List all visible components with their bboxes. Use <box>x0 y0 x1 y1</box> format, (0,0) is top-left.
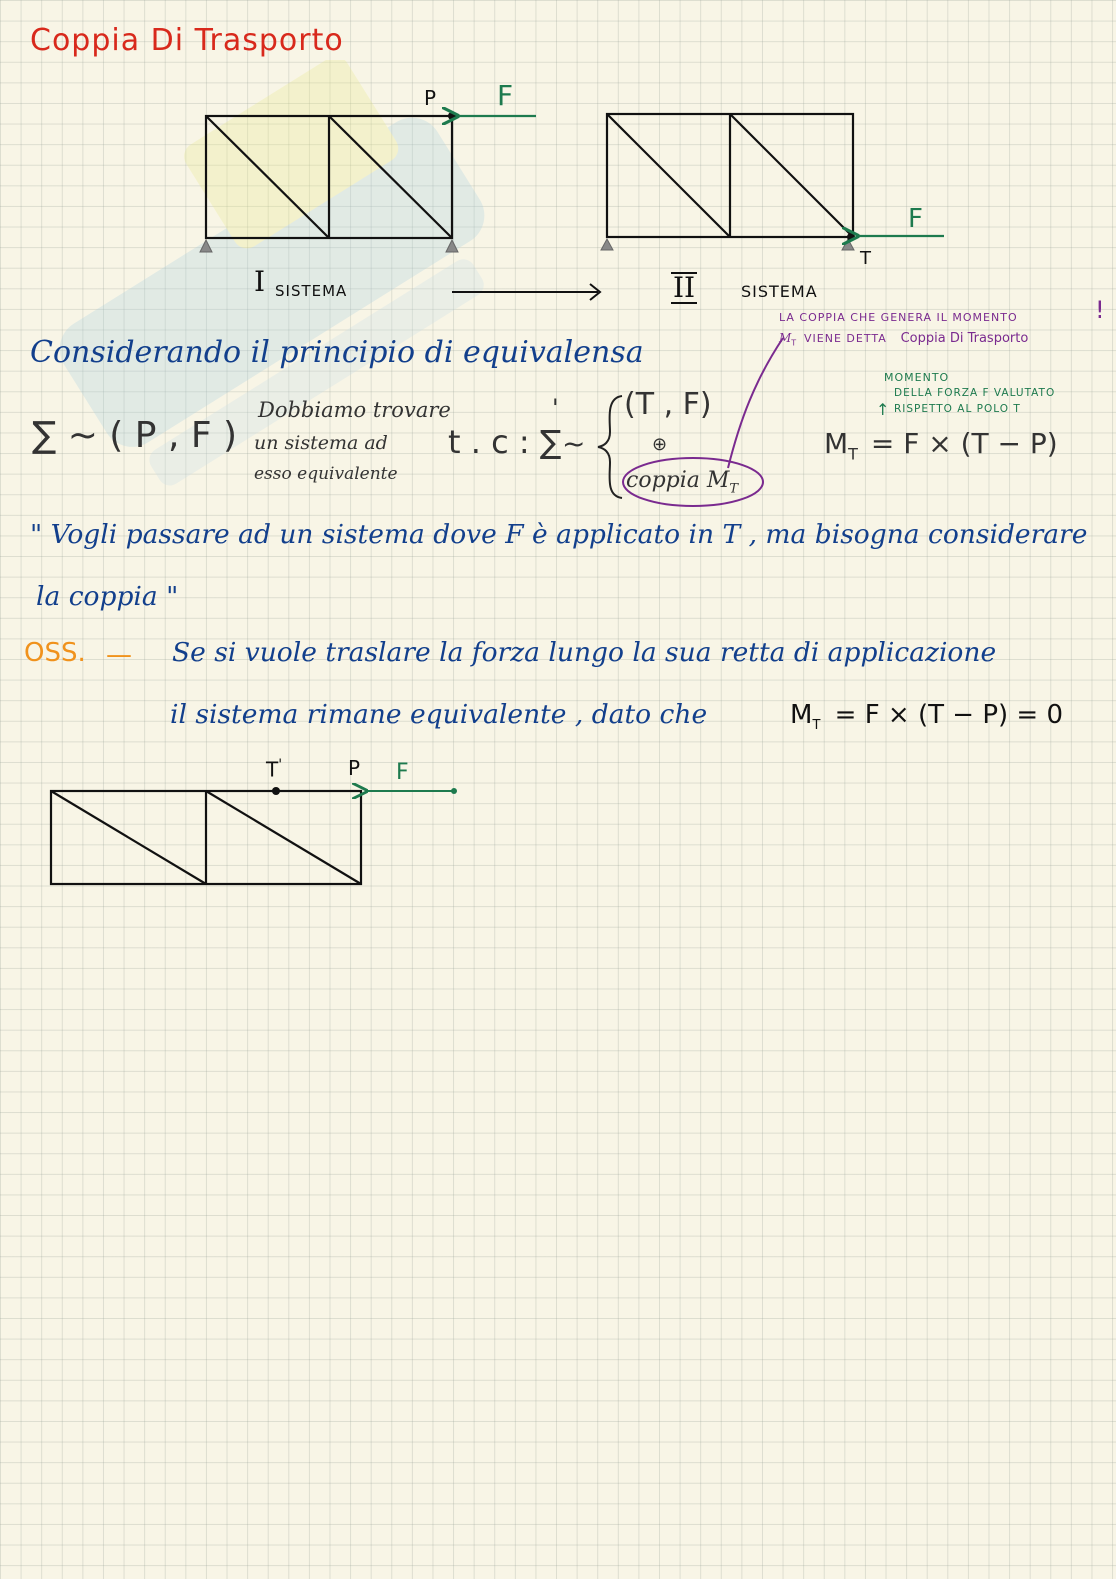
point-t-dot <box>847 233 855 241</box>
label-t-prime: T' <box>266 757 283 782</box>
label-p-3: P <box>348 756 361 780</box>
oss-formula: $M_T = F \times (T - P) = 0$ <box>790 700 1063 734</box>
equation-prime: ' <box>552 394 559 422</box>
label-force: F <box>497 79 514 112</box>
considerando-text: Considerando il principio di equivalensa <box>30 335 644 370</box>
transition-arrow <box>452 284 600 300</box>
oss-text-1: Se si vuole traslare la forza lungo la sua retta di applicazione <box>172 637 997 668</box>
moment-note-3: RISPETTO AL POLO T <box>894 403 1021 415</box>
quote-line-1: " Vogli passare ad un sistema dove F è applicato in T , ma bisogna considerare <box>30 519 1088 550</box>
support-icon <box>200 240 458 252</box>
moment-note-2: DELLA FORZA F VALUTATO <box>894 387 1056 399</box>
equation-note-3: esso equivalente <box>254 464 398 484</box>
point-p-dot <box>448 112 456 120</box>
label-t: T <box>860 248 871 269</box>
moment-note-arrow: ↑ <box>876 400 890 419</box>
label-p: P <box>424 86 437 110</box>
support-icon <box>601 239 854 250</box>
point-t-prime-dot <box>272 787 280 795</box>
annotation-line-1: LA COPPIA CHE GENERA IL MOMENTO <box>779 311 1018 324</box>
truss-system-3 <box>51 791 361 884</box>
truss-system-2 <box>607 114 853 237</box>
brace-item-3: coppia $M_T$ <box>626 468 739 497</box>
annotation-pointer <box>728 338 783 468</box>
oss-label: OSS. <box>24 638 86 668</box>
brace-item-2: ⊕ <box>652 434 668 455</box>
label-system-1-word: SISTEMA <box>275 282 348 300</box>
label-force-3: F <box>396 760 409 785</box>
oss-text-2: il sistema rimane equivalente , dato che <box>170 699 708 730</box>
equation-note-2: un sistema ad <box>254 432 388 454</box>
label-system-2-word: SISTEMA <box>741 282 818 301</box>
system-brace <box>598 396 622 498</box>
equation-tilde: ~ <box>562 427 586 460</box>
brace-item-1: (T , F) <box>624 387 712 422</box>
oss-dash: — <box>106 640 132 670</box>
page-title: Coppia Di Trasporto <box>30 23 344 58</box>
equation-note-1: Dobbiamo trovare <box>258 398 451 422</box>
annotation-line-2: $M_T$ VIENE DETTA Coppia Di Trasporto <box>779 331 1029 348</box>
label-system-1-numeral: I <box>254 265 266 298</box>
moment-note-1: MOMENTO <box>884 371 950 384</box>
annotation-exclamation: ! <box>1095 296 1105 324</box>
label-system-2-numeral: II <box>673 271 696 304</box>
quote-line-2: la coppia " <box>36 581 179 612</box>
equation-lhs: ∑ ~ ( P , F ) <box>32 415 238 456</box>
moment-formula: $M_T = F \times (T - P)$ <box>824 427 1058 464</box>
equation-tc: t . c : ∑ <box>448 423 562 461</box>
truss-system-1 <box>206 116 452 238</box>
label-force-2: F <box>908 204 923 234</box>
